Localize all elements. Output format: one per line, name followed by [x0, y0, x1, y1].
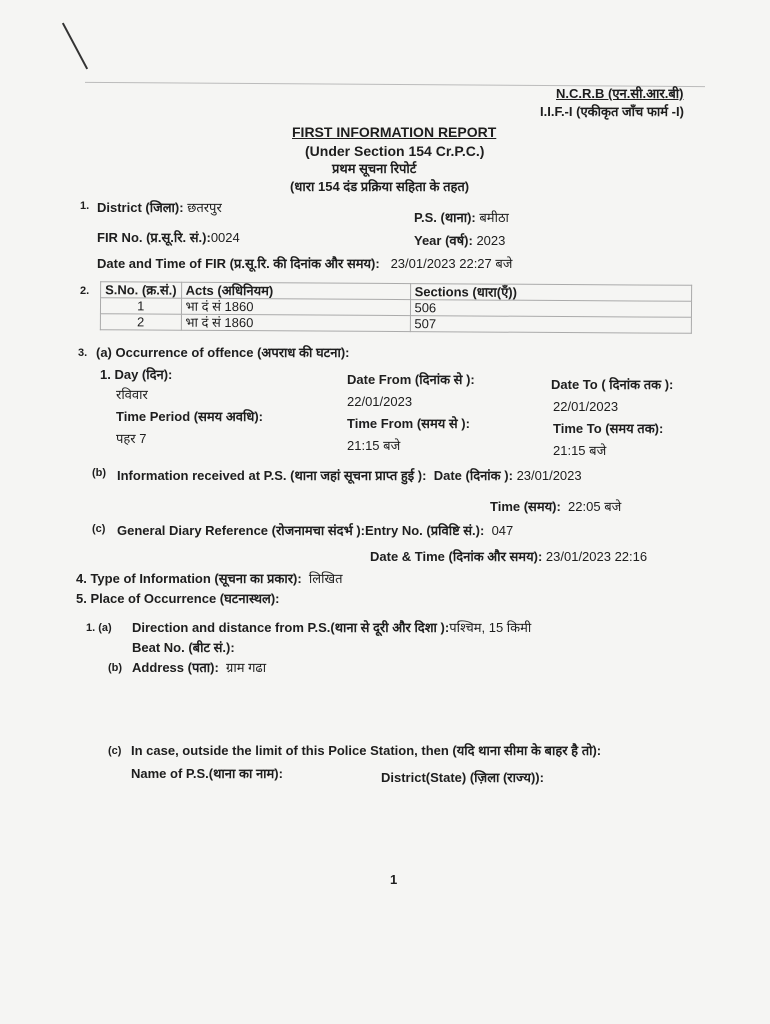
- beat-number-label: Beat No. (बीट सं.):: [132, 640, 235, 655]
- section-number: 1.: [80, 200, 90, 212]
- cell-act: भा दं सं 1860: [181, 314, 410, 331]
- year-field: Year (वर्ष): 2023: [414, 233, 506, 248]
- section-number: 3.: [78, 347, 88, 359]
- general-diary-field: General Diary Reference (रोजनामचा संदर्भ ):Entry No. (प्रविष्टि सं.): 047: [117, 523, 514, 538]
- document-title-hindi: प्रथम सूचना रिपोर्ट: [332, 161, 417, 176]
- date-from-value: 22/01/2023: [347, 394, 413, 409]
- info-received-time: Time (समय): 22:05 बजे: [490, 499, 622, 514]
- fir-datetime-field: Date and Time of FIR (प्र.सू.रि. की दिनांक और समय): 23/01/2023 22:27 बजे: [97, 256, 513, 271]
- ncrb-label: N.C.R.B (एन.सी.आर.बी): [556, 86, 684, 101]
- header-acts: Acts (अधिनियम): [181, 282, 410, 299]
- ps-name-label: Name of P.S.(थाना का नाम):: [131, 766, 283, 781]
- item-marker: (b): [108, 662, 123, 674]
- date-from-label: Date From (दिनांक से ):: [347, 372, 475, 387]
- cell-act: भा दं सं 1860: [181, 298, 410, 315]
- district-state-label: District(State) (ज़िला (राज्य)):: [381, 770, 544, 785]
- document-subtitle: (Under Section 154 Cr.P.C.): [305, 143, 485, 159]
- time-to-label: Time To (समय तक):: [553, 421, 664, 436]
- cell-sno: 1: [100, 298, 181, 314]
- header-sno: S.No. (क्र.सं.): [101, 282, 182, 298]
- iif-label: I.I.F.-I (एकीकृत जाँच फार्म -I): [540, 104, 684, 119]
- time-period-value: पहर 7: [116, 431, 147, 446]
- header-sections: Sections (धारा(एँ)): [410, 284, 691, 302]
- fir-number-field: FIR No. (प्र.सू.रि. सं.):0024: [97, 230, 240, 245]
- table-row: [100, 314, 691, 334]
- pen-mark: [62, 23, 88, 70]
- time-from-label: Time From (समय से ):: [347, 416, 470, 431]
- document-subtitle-hindi: (धारा 154 दंड प्रक्रिया सहिता के तहत): [290, 179, 470, 194]
- document-title: FIRST INFORMATION REPORT: [292, 124, 497, 140]
- time-to-value: 21:15 बजे: [553, 443, 607, 458]
- time-from-value: 21:15 बजे: [347, 438, 401, 453]
- acts-sections-table: [100, 281, 692, 334]
- direction-distance-field: Direction and distance from P.S.(थाना से दूरी और दिशा ):पश्चिम, 15 किमी: [132, 620, 532, 635]
- cell-sno: 2: [100, 314, 181, 330]
- date-to-value: 22/01/2023: [553, 399, 619, 414]
- address-field: Address (पता): ग्राम गढा: [132, 660, 267, 675]
- item-marker: (c): [92, 523, 106, 535]
- district-field: District (जिला): छतरपुर: [97, 200, 222, 215]
- police-station-field: P.S. (थाना): बमीठा: [414, 210, 509, 225]
- info-received-field: Information received at P.S. (थाना जहां सूचना प्राप्त हुई ): Date (दिनांक ): 23/01/2023: [117, 468, 582, 483]
- day-value: रविवार: [116, 387, 148, 402]
- occurrence-heading: (a) Occurrence of offence (अपराध की घटना):: [96, 345, 350, 360]
- section-number: 2.: [80, 285, 90, 297]
- item-marker: 1. (a): [86, 622, 112, 634]
- item-marker: (b): [92, 467, 107, 479]
- item-marker: (c): [108, 745, 122, 757]
- page-number: 1: [390, 872, 398, 887]
- time-period-label: Time Period (समय अवधि):: [116, 409, 264, 424]
- cell-section: 506: [410, 300, 691, 318]
- information-type-field: 4. Type of Information (सूचना का प्रकार): लिखित: [76, 571, 343, 586]
- date-to-label: Date To ( दिनांक तक ):: [551, 377, 674, 392]
- place-of-occurrence-heading: 5. Place of Occurrence (घटनास्थल):: [76, 591, 280, 606]
- cell-section: 507: [410, 316, 691, 334]
- general-diary-datetime: Date & Time (दिनांक और समय): 23/01/2023 22:16: [370, 549, 648, 564]
- outside-limit-heading: In case, outside the limit of this Police Station, then (यदि थाना सीमा के बाहर है तो):: [131, 743, 602, 758]
- day-label: 1. Day (दिन):: [100, 367, 173, 382]
